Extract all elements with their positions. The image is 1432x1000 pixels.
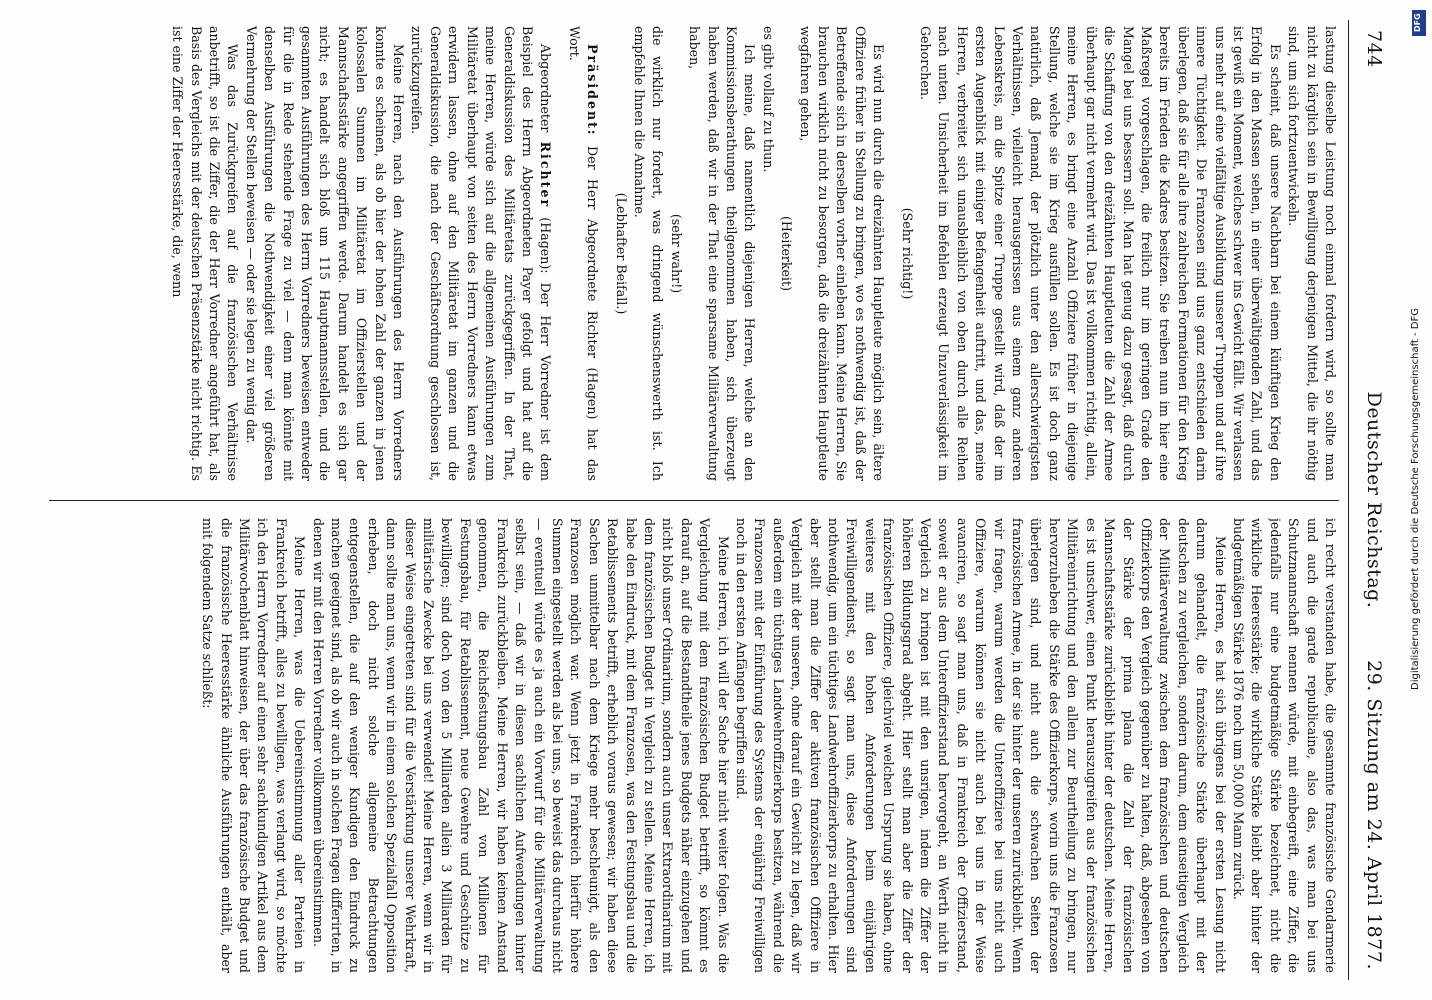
- president-label: Präsident:: [585, 44, 601, 137]
- paragraph: Was das Zurückgreifen auf die französischen Verhältnisse anbetrifft, so ist die Ziffer, die der Herr Vorredner angeführt hat, als Basis des Vergleichs mit der deutschen Präsenzstärke nicht richtig. Es ist eine Ziffer der Heeresstärke, die, wenn: [170, 26, 241, 481]
- header-rule: [1348, 20, 1349, 980]
- paragraph: die wirklich nur fordert, was dringend wünschenswerth ist. Ich empfehle Ihnen die Annahme.: [631, 26, 666, 481]
- paragraph: Meine Herren, es hat sich übrigens bei der ersten Lesung nicht darum gehandelt, die französische Stärke überhaupt mit der deutschen zu vergleichen, sondern darum, dem einseitigen Vergleich der Militärverwaltung zwischen dem französischen und deutschen Offizierkorps den Vergleich gegenüber zu halten, daß, abgesehen von der Stärke der prima plana die Zahl der französischen Mannschaftsstärke zurückbleibt hinter der deutschen. Meine Herren, es ist unschwer, einen Punkt herauszugreifen aus der französischen Militäreinrichtung und den allein zur Beurtheilung zu bringen, nur hervorzuheben die Stärke des Offizierkorps, worin uns die Franzosen überlegen sind, und nicht auch die schwachen Seiten der französischen Armee, in der sie hinter der unseren zurückbleibt. Wenn wir fragen, warum werden die Unteroffiziere bei uns nicht auch Offiziere, warum können sie nicht auch bei uns in der Weise avanciren, so sagt man uns, daß in Frankreich der Offizierstand, soweit er aus dem Unteroffizierstand hervorgeht, an Werth nicht in Vergleich zu bringen ist mit den unsrigen, indem die Ziffer der höheren Bildungsgrad abgeht. Hier stellt man aber die Ziffer der französischen Offiziere, gleichviel welchen Ursprung sie haben, ohne weiteres mit den hohen Anforderungen beim einjährigen Freiwilligendienst, so sagt man uns, diese Anforderungen sind nothwendig, um ein tüchtiges Landwehroffizierkorps zu erhalten. Hier aber stellt man die Ziffer der aktiven französischen Offiziere in Vergleich mit der unseren, ohne darauf ein Gewicht zu legen, daß wir außerdem ein tüchtiges Landwehroffizierkorps besitzen, während die Franzosen mit der Einführung des Systems der einjährig Freiwilligen noch in den ersten Anfängen begriffen sind.: [734, 518, 1228, 973]
- column-rule: [49, 500, 1339, 501]
- paragraph: Es wird nun durch die dreizähnten Hauptleute möglich sein, ältere Offiziere früher in Stellung zu bringen, wo es nothwendig ist, daß der Betreffende sich in derselben vorher einleben kann. Meine Herren, Sie brauchen wirklich nicht zu besorgen, daß die dreizähnten Hauptleute wegfahren gehen,: [797, 26, 887, 481]
- paragraph: Es scheint, daß unsere Nachbarn bei einem künftigen Krieg den Erfolg in den Massen sehen, in einer überwältigenden Zahl, und das ist gewiß ein Moment, welches schwer ins Gewicht fällt. Wir verlassen uns mehr auf eine vielfältige Ausbildung unserer Truppen und auf ihre innere Tüchtigkeit. Die Franzosen sind uns ganz entschieden darin überlegen, daß sie für alle ihre zahlreichen Formationen für den Krieg bereits im Frieden die Kadres besitzen. Sie treiben nun im hier eine Maßregel vorgeschlagen, die freilich nur im geringen Grade den Mangel bei uns bessern soll. Man hat genug dazu gesagt, daß durch die Schaffung von den dreizähnten Hauptleuten die Zahl der Armee überhaupt gar nicht vermehrt wird. Das ist vollkommen richtig, allein, meine Herren, es bringt eine Anzahl Offiziere früher in diejenige Stellung, welche sie im Krieg ausfüllen sollen. Es ist doch ganz natürlich, daß Jemand, der plötzlich unter den allerschwierigsten Verhältnissen, vielleicht herausgerissen aus einem ganz anderen Lebenskreis, an die Spitze einer Truppe gestellt wird, daß der im ersten Augenblick mit einiger Befangenheit auftritt, und das, meine Herren, verbreitet sich unausbleiblich von oben durch alle Reihen nach unten. Unsicherheit im Befehlen erzeugt Unzuverlässigkeit im Gehorchen.: [918, 26, 1283, 481]
- right-column: [49, 518, 1339, 973]
- paragraph: ich recht verstanden habe, die gesammte französische Gendarmerie und auch die garde republicaine, also das, was man bei uns Schutzmannschaft nennen würde, mit einbegreift, eine Ziffer, die jedenfalls nur eine budgetmäßige Stärke bezeichnet, nicht die wirkliche Heeresstärke; die wirkliche Stärke bleibt aber hinter der budgetmäßigen Stärke 1876 noch um 50,000 Mann zurück.: [1230, 518, 1338, 973]
- page-number: 744: [1363, 30, 1385, 68]
- speaker-prefix: Abgeordneter: [538, 44, 554, 133]
- digitization-credit: Digitalisierung gefördert durch die Deutsche Forschungsgemeinschaft - DFG: [1410, 307, 1421, 690]
- paragraph: Meine Herren, ich will der Sache hier nicht weiter folgen. Was die Vergleichung mit dem französischen Budget betrifft, so kömmt es darauf an, auf die Bestandtheile jenes Budgets näher einzugehen und nicht bloß unser Ordinarium, sondern auch unser Extraordinarium mit dem französischen Budget in Vergleich zu stellen. Meine Herren, ich habe den Eindruck, mit dem Franzosen, was den Festungsbau und die Retablissements betrifft, erheblich voraus gewesen; wir haben diese Sachen unmittelbar nach dem Kriege mehr beschleunigt, als den Franzosen möglich war. Wenn jetzt in Frankreich hierfür höhere Summen eingestellt werden als bei uns, so beweist das durchaus nicht — eventuell würde es ja auch ein Vorwurf für die Militärverwaltung selbst sein, — daß wir in diesen sachlichen Aufwendungen hinter Frankreich zurückbleiben. Meine Herren, wir haben keinen Anstand genommen, die Reichsfestungsbau Zahl von Millionen für Festungsbau, für Retablissement, neue Gewehre und Geschütze zu bewilligen; sind doch von den 5 Milliarden allein 3 Milliarden für militärische Zwecke bei uns verwendet! Meine Herren, wenn wir in dieser Weise eingetreten sind für die Verstärkung unserer Wehrkraft, dann sollte man uns, wenn wir in einem solchen Spezialfall Opposition erheben, doch nicht solche allgemeine Betrachtungen entgegenstellen, die auf den weniger Kundigen den Eindruck zu machen geeignet sind, als ob wir auch in solchen Fragen differirten, in denen wir mit den Herren Vorredner vollkommen übereinstimmen.: [310, 518, 731, 973]
- paragraph: Meine Herren, was die Uebereinstimmung aller Parteien in Frankreich betrifft, alles zu bewilligen, was verlangt wird, so möchte ich den Herrn Vorredner auf einen sehr sachkundigen Artikel aus dem Militärwochenblatt hinweisen, der über das französische Budget und die französische Heeresstärke ähnliche Ausführungen enthält, aber mit folgendem Satze schließt:: [200, 518, 308, 973]
- paragraph: Meine Herren, nach den Ausführungen des Herrn Vorredners konnte es scheinen, als ob hier der hohen Zahl der ganzen in jenen kolossalen Summen im Militäretat im Offizierstellen und der Mannschaftsstärke angegriffen werde. Darum handelt es sich gar nicht; es handelt sich bloß um 115 Hauptmannsstellen, und die gesammten Ausführungen des Herrn Vorredners beweisen entweder für die in Rede stehende Frage zu viel — denn man könnte mit denselben Ausführungen die Nothwendigkeit einer viel größeren Vermehrung der Stellen beweisen — oder sie legen zu wenig dar.: [243, 26, 407, 481]
- page-header: [1351, 20, 1391, 980]
- dfg-logo: DFG: [1412, 10, 1426, 36]
- session-date: 29. Sitzung am 24. April 1877.: [1363, 660, 1385, 970]
- speaker-paragraph: [407, 26, 554, 481]
- speaker-text: (Hagen): Der Herr Vorredner ist dem Beispiel des Herrn Abgeordneten Payer gefolgt und hat auf die Generaldiskussion des Militäretats zurückgegriffen. In der That, meine Herren, würde sich auf die allgemeinen Ausführungen zum Militäretat überhaupt von seiten des Herrn Vorredners kann etwas erwidern lassen, ohne auf den Militäretat im ganzen und die Generaldiskussion, die nach der Geschäftsordnung geschlossen ist, zurückzugreifen.: [409, 26, 554, 481]
- interjection: (Lebhafter Beifall.): [613, 192, 629, 315]
- president-paragraph: [564, 26, 601, 481]
- publication-title: Deutscher Reichstag.: [1363, 391, 1385, 609]
- paragraph: Ich meine, daß namentlich diejenigen Herren, welche an den Kommissionsberathungen theilgenommen haben, sich überzeugt haben werden, daß wir in der That eine sparsame Militärverwaltung haben,: [687, 26, 758, 481]
- president-text: Der Herr Abgeordnete Richter (Hagen) hat das Wort.: [566, 26, 601, 481]
- paragraph: lastung dieselbe Leistung noch einmal fordern wird, so sollte man nicht zu kärglich sein in Bewilligung derjenigen Mittel, die ihr nöthig sind, um sich fortzuentwickeln.: [1286, 26, 1338, 481]
- speaker-name: Richter: [538, 141, 554, 209]
- paragraph: es gibt vollauf zu thun.: [760, 26, 776, 173]
- interjection: (sehr wahr!): [668, 213, 684, 294]
- left-column: [49, 26, 1339, 481]
- interjection: (Heiterkeit): [779, 216, 795, 291]
- interjection: (Sehr richtig!): [899, 207, 915, 300]
- document-page: [41, 20, 1391, 980]
